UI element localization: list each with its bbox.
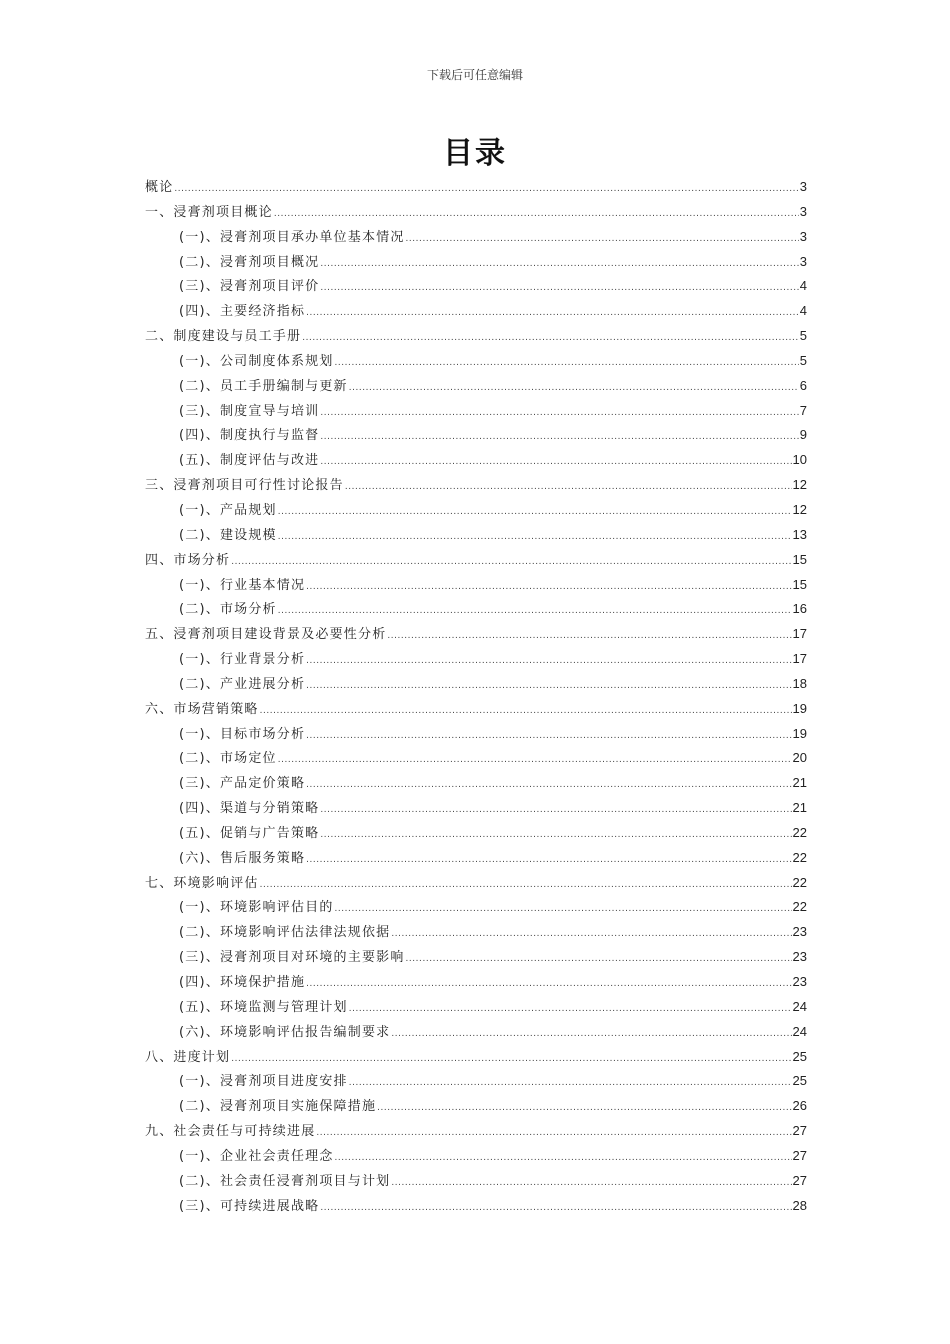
toc-entry-label: (四)、渠道与分销策略 [179, 801, 320, 817]
toc-entry-label: 九、社会责任与可持续进展 [145, 1124, 316, 1140]
toc-entry-page-number: 3 [799, 203, 807, 219]
toc-dot-leader [320, 276, 798, 301]
toc-entry-label: (二)、浸膏剂项目实施保障措施 [179, 1099, 377, 1115]
toc-entry-label: (二)、市场定位 [179, 751, 277, 767]
toc-entry-page-number: 23 [792, 974, 807, 989]
toc-entry-page-number: 21 [792, 775, 807, 791]
toc-entry-page-number: 4 [799, 278, 807, 294]
toc-entry[interactable] [145, 970, 807, 995]
toc-dot-leader [306, 575, 791, 600]
toc-entry-label: (三)、制度宣导与培训 [179, 403, 320, 419]
toc-entry[interactable] [145, 175, 807, 200]
toc-entry-label: (二)、员工手册编制与更新 [179, 378, 348, 394]
toc-dot-leader [306, 972, 791, 997]
toc-dot-leader [278, 748, 792, 773]
toc-entry-label: 二、制度建设与员工手册 [145, 329, 302, 345]
toc-dot-leader [320, 252, 798, 277]
toc-entry[interactable] [145, 846, 807, 871]
toc-entry-page-number: 17 [792, 651, 807, 667]
toc-entry-label: (一)、行业背景分析 [179, 652, 306, 668]
toc-entry-label: (四)、环境保护措施 [179, 975, 306, 990]
toc-entry[interactable] [145, 250, 807, 275]
toc-entry-page-number: 13 [792, 526, 807, 542]
toc-entry-label: 三、浸膏剂项目可行性讨论报告 [145, 478, 344, 494]
toc-entry[interactable] [145, 473, 807, 498]
toc-entry[interactable] [145, 1020, 807, 1045]
toc-entry[interactable] [145, 448, 807, 473]
toc-dot-leader [335, 897, 792, 922]
toc-entry-page-number: 18 [792, 675, 807, 691]
toc-dot-leader [306, 674, 791, 699]
toc-entry-page-number: 27 [792, 1147, 807, 1163]
toc-entry[interactable] [145, 1119, 807, 1144]
toc-entry-page-number: 21 [792, 800, 807, 816]
toc-dot-leader [377, 1096, 791, 1121]
toc-entry[interactable] [145, 1094, 807, 1119]
toc-entry-page-number: 12 [792, 501, 807, 517]
toc-dot-leader [335, 351, 799, 376]
toc-entry[interactable] [145, 1169, 807, 1194]
toc-entry-label: (六)、售后服务策略 [179, 850, 306, 866]
toc-entry[interactable] [145, 995, 807, 1020]
toc-dot-leader [320, 401, 798, 426]
toc-dot-leader [320, 450, 791, 475]
toc-entry[interactable] [145, 672, 807, 697]
toc-dot-leader [320, 823, 791, 848]
toc-entry-label: (一)、环境影响评估目的 [179, 900, 334, 916]
toc-dot-leader [278, 525, 792, 550]
toc-entry-page-number: 10 [792, 452, 807, 468]
toc-entry-label: (二)、浸膏剂项目概况 [179, 254, 320, 270]
toc-dot-leader [391, 1022, 791, 1047]
toc-entry[interactable] [145, 200, 807, 225]
toc-entry-page-number: 3 [799, 179, 807, 194]
toc-dot-leader [349, 376, 799, 401]
toc-dot-leader [260, 873, 792, 898]
toc-entry[interactable] [145, 399, 807, 424]
toc-entry-label: (二)、产业进展分析 [179, 676, 306, 692]
toc-entry[interactable] [145, 523, 807, 548]
header-note: 下载后可任意编辑 [426, 68, 523, 82]
toc-entry-page-number: 4 [799, 303, 807, 319]
toc-entry-label: (一)、浸膏剂项目进度安排 [179, 1074, 348, 1090]
toc-entry-label: (三)、产品定价策略 [179, 776, 306, 792]
toc-entry-label: 六、市场营销策略 [145, 701, 259, 717]
toc-entry[interactable] [145, 647, 807, 672]
toc-entry-label: (一)、产品规划 [179, 502, 277, 518]
toc-entry-page-number: 7 [799, 402, 807, 418]
toc-dot-leader [345, 475, 792, 500]
toc-title: 目录 [443, 136, 507, 171]
toc-entry[interactable] [145, 423, 807, 448]
toc-entry-label: (四)、制度执行与监督 [179, 428, 320, 444]
toc-entry[interactable] [145, 920, 807, 945]
toc-dot-leader [349, 997, 792, 1022]
toc-entry[interactable] [145, 498, 807, 523]
toc-dot-leader [406, 227, 799, 252]
toc-entry-label: (一)、行业基本情况 [179, 577, 306, 593]
toc-entry-page-number: 15 [792, 551, 807, 567]
toc-entry-page-number: 27 [792, 1172, 807, 1188]
toc-entry-label: (二)、社会责任浸膏剂项目与计划 [179, 1173, 391, 1189]
toc-entry[interactable] [145, 771, 807, 796]
toc-entry[interactable] [145, 1194, 807, 1219]
toc-entry-label: 七、环境影响评估 [145, 875, 259, 891]
toc-entry[interactable] [145, 573, 807, 598]
toc-entry[interactable] [145, 1045, 807, 1070]
toc-entry-label: 一、浸膏剂项目概论 [145, 204, 273, 220]
toc-entry[interactable] [145, 945, 807, 970]
toc-dot-leader [320, 798, 791, 823]
toc-entry-page-number: 5 [799, 328, 807, 344]
toc-entry-page-number: 17 [792, 626, 807, 642]
toc-entry-page-number: 22 [792, 874, 807, 890]
toc-entry-page-number: 3 [799, 228, 807, 244]
toc-entry-label: (一)、企业社会责任理念 [179, 1148, 334, 1164]
toc-dot-leader [316, 1121, 791, 1146]
toc-dot-leader [306, 848, 791, 873]
toc-entry-label: (一)、浸膏剂项目承办单位基本情况 [179, 229, 405, 245]
toc-entry-label: (一)、公司制度体系规划 [179, 353, 334, 369]
toc-dot-leader [391, 922, 791, 947]
toc-entry[interactable] [145, 548, 807, 573]
toc-dot-leader [231, 1047, 791, 1072]
toc-entry-page-number: 25 [792, 1048, 807, 1064]
toc-dot-leader [391, 1171, 791, 1196]
toc-entry[interactable] [145, 374, 807, 399]
toc-entry-label: 五、浸膏剂项目建设背景及必要性分析 [145, 627, 387, 643]
toc-dot-leader [306, 649, 791, 674]
toc-entry-label: (三)、浸膏剂项目对环境的主要影响 [179, 950, 405, 966]
toc-entry[interactable] [145, 274, 807, 299]
toc-dot-leader [302, 326, 799, 351]
toc-entry[interactable] [145, 871, 807, 896]
toc-entry-page-number: 22 [792, 824, 807, 840]
toc-entry-page-number: 24 [792, 998, 807, 1014]
toc-dot-leader [278, 599, 792, 624]
toc-entry[interactable] [145, 746, 807, 771]
toc-entry-label: (五)、促销与广告策略 [179, 825, 320, 841]
toc-entry[interactable] [145, 324, 807, 349]
toc-entry-page-number: 22 [792, 899, 807, 915]
toc-entry-label: (五)、环境监测与管理计划 [179, 999, 348, 1015]
toc-entry-page-number: 23 [792, 949, 807, 965]
toc-entry[interactable] [145, 622, 807, 647]
toc-entry-page-number: 27 [792, 1123, 807, 1139]
toc-dot-leader [278, 500, 792, 525]
toc-dot-leader [387, 624, 791, 649]
toc-entry-page-number: 20 [792, 750, 807, 766]
toc-entry-page-number: 26 [792, 1098, 807, 1114]
toc-entry[interactable] [145, 225, 807, 250]
toc-entry-page-number: 23 [792, 924, 807, 940]
toc-dot-leader [406, 947, 792, 972]
toc-entry[interactable] [145, 1069, 807, 1094]
toc-entry-page-number: 6 [799, 377, 807, 393]
toc-entry-page-number: 9 [799, 427, 807, 443]
toc-dot-leader [231, 550, 791, 575]
toc-entry-page-number: 22 [792, 849, 807, 865]
toc-entry-label: 概论 [145, 180, 174, 195]
toc-entry[interactable] [145, 796, 807, 821]
table-of-contents [145, 175, 807, 1218]
toc-dot-leader [306, 301, 799, 326]
toc-entry-page-number: 3 [799, 253, 807, 269]
toc-entry-label: (五)、制度评估与改进 [179, 453, 320, 469]
toc-dot-leader [174, 177, 798, 202]
toc-entry[interactable] [145, 895, 807, 920]
toc-entry-label: (二)、市场分析 [179, 602, 277, 618]
toc-dot-leader [320, 425, 798, 450]
toc-entry-page-number: 25 [792, 1073, 807, 1089]
toc-dot-leader [260, 699, 792, 724]
toc-entry-label: (三)、浸膏剂项目评价 [179, 279, 320, 295]
toc-entry-page-number: 19 [792, 725, 807, 741]
toc-entry[interactable] [145, 597, 807, 622]
toc-dot-leader [306, 724, 791, 749]
toc-entry-page-number: 24 [792, 1023, 807, 1039]
toc-entry[interactable] [145, 349, 807, 374]
toc-entry[interactable] [145, 722, 807, 747]
toc-entry-label: (三)、可持续进展战略 [179, 1198, 320, 1214]
toc-entry-label: (四)、主要经济指标 [179, 304, 306, 320]
toc-entry-label: 四、市场分析 [145, 552, 231, 568]
toc-entry-page-number: 16 [792, 601, 807, 617]
toc-entry-page-number: 5 [799, 352, 807, 368]
toc-entry[interactable] [145, 821, 807, 846]
toc-entry-label: (一)、目标市场分析 [179, 726, 306, 742]
toc-entry-page-number: 28 [792, 1197, 807, 1213]
toc-dot-leader [274, 202, 799, 227]
toc-entry-label: (六)、环境影响评估报告编制要求 [179, 1024, 391, 1040]
toc-entry[interactable] [145, 1144, 807, 1169]
toc-entry-page-number: 12 [792, 477, 807, 493]
toc-entry[interactable] [145, 299, 807, 324]
toc-entry-label: (二)、建设规模 [179, 527, 277, 543]
toc-dot-leader [320, 1196, 791, 1221]
toc-entry-page-number: 19 [792, 700, 807, 716]
toc-dot-leader [335, 1146, 792, 1171]
toc-dot-leader [349, 1071, 792, 1096]
toc-dot-leader [306, 773, 791, 798]
toc-entry[interactable] [145, 697, 807, 722]
toc-entry-label: 八、进度计划 [145, 1049, 231, 1065]
toc-entry-label: (二)、环境影响评估法律法规依据 [179, 925, 391, 941]
toc-entry-page-number: 15 [792, 576, 807, 592]
